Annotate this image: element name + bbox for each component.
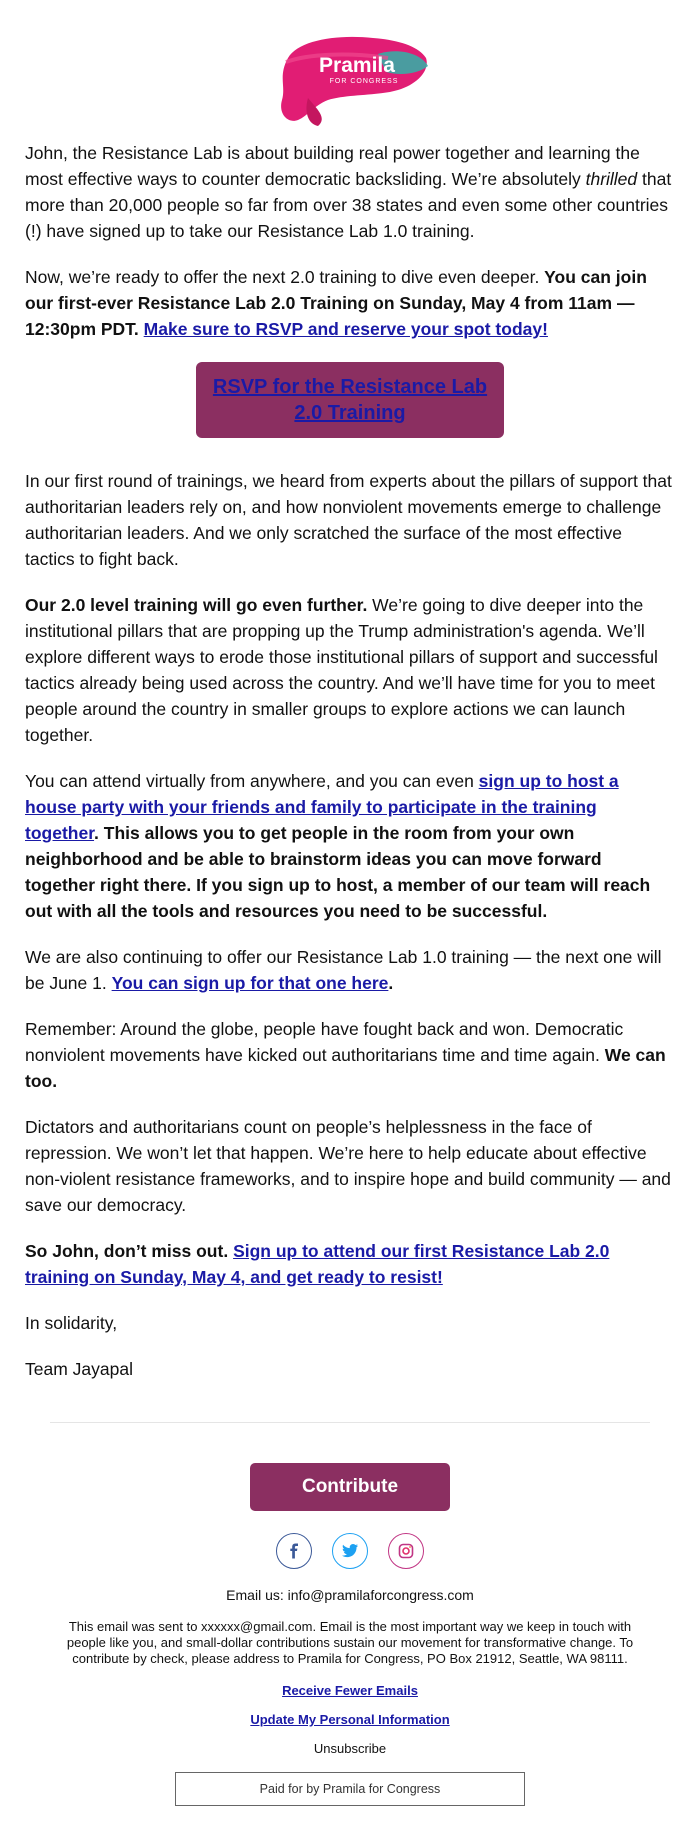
twitter-icon[interactable]: [332, 1533, 368, 1569]
paragraph-house-party: You can attend virtually from anywhere, and you can even sign up to host a house party with your friends and family to participate in the training together. This allows you to get people in the room from your own neighborhood and be able to brainstorm ideas you can move forward together right there. If you sign up to host, a member of our team will reach out with all the tools and resources you need to be successful.: [25, 771, 651, 921]
paragraph-level-2: Our 2.0 level training will go even further. We’re going to dive deeper into the institutional pillars that are propping up the Trump administration's agenda. We’ll explore different ways to erode those institutional pillars of support and successful tactics already being used across the country. And we’ll have time for you to meet people around the country in smaller groups to explore actions we can launch together.: [25, 595, 658, 745]
facebook-icon[interactable]: [276, 1533, 312, 1569]
rsvp-button[interactable]: RSVP for the Resistance Lab 2.0 Training: [196, 362, 504, 438]
paragraph-lab-1: We are also continuing to offer our Resistance Lab 1.0 training — the next one will be June 1. You can sign up for that one here.: [25, 947, 662, 993]
footer: [0, 1463, 700, 1806]
divider: [50, 1422, 650, 1423]
unsubscribe-link[interactable]: Unsubscribe: [313, 1741, 387, 1756]
rsvp-link[interactable]: Make sure to RSVP and reserve your spot today!: [143, 319, 548, 339]
paid-for-disclaimer: Paid for by Pramila for Congress: [175, 1772, 525, 1806]
paragraph-closing-cta: So John, don’t miss out. Sign up to attend our first Resistance Lab 2.0 training on Sunday, May 4, and get ready to resist!: [25, 1241, 610, 1287]
logo-name: Pramila: [319, 54, 395, 77]
paragraph-first-round: In our first round of trainings, we heard from experts about the pillars of support that authoritarian leaders rely on, and how nonviolent movements emerge to challenge authoritarian leaders. And we only scratched the surface of the most effective tactics to fight back.: [25, 471, 672, 569]
lab-1-signup-link[interactable]: You can sign up for that one here: [111, 973, 389, 993]
legal-disclaimer: This email was sent to xxxxxx@gmail.com. Email is the most important way we keep in touch with people like you, and small-dollar contributions sustain our movement for transformative change. To contribute by check, please address to Pramila for Congress, PO Box 21912, Seattle, WA 98111.: [66, 1619, 634, 1666]
receive-fewer-emails-link[interactable]: Receive Fewer Emails: [282, 1683, 418, 1698]
host-house-party-link[interactable]: sign up to host a house party with your friends and family to participate in the training together: [25, 771, 619, 843]
lab-2-signup-link[interactable]: Sign up to attend our first Resistance Lab 2.0 training on Sunday, May 4, and get ready to resist!: [25, 1241, 610, 1287]
logo-tagline: FOR CONGRESS: [329, 78, 399, 85]
paragraph-intro: John, the Resistance Lab is about building real power together and learning the most effective ways to counter democratic backsliding. We’re absolutely thrilled that more than 20,000 people so far from over 38 states and even some other countries (!) have signed up to take our Resistance Lab 1.0 training.: [25, 143, 672, 241]
header: [0, 0, 700, 140]
paragraph-dictators: Dictators and authoritarians count on people’s helplessness in the face of repression. We won’t let that happen. We’re here to help educate about effective non-violent resistance frameworks, and to inspire hope and build community — and save our democracy.: [25, 1117, 671, 1215]
pramila-logo[interactable]: [268, 28, 432, 128]
paragraph-announcement: Now, we’re ready to offer the next 2.0 training to dive even deeper. You can join our first-ever Resistance Lab 2.0 Training on Sunday, May 4 from 11am — 12:30pm PDT. Make sure to RSVP and reserve your spot today!: [25, 267, 647, 339]
instagram-icon[interactable]: [388, 1533, 424, 1569]
contribute-button[interactable]: Contribute: [250, 1463, 450, 1511]
paragraph-remember: Remember: Around the globe, people have fought back and won. Democratic nonviolent movements have kicked out authoritarians time and time again. We can too.: [25, 1019, 666, 1091]
email-body: [0, 140, 700, 1382]
signature: Team Jayapal: [25, 1359, 133, 1379]
social-links: [0, 1533, 700, 1569]
signoff: In solidarity,: [25, 1313, 118, 1333]
update-personal-info-link[interactable]: Update My Personal Information: [250, 1712, 450, 1727]
email-us-text: Email us: info@pramilaforcongress.com: [226, 1587, 474, 1603]
